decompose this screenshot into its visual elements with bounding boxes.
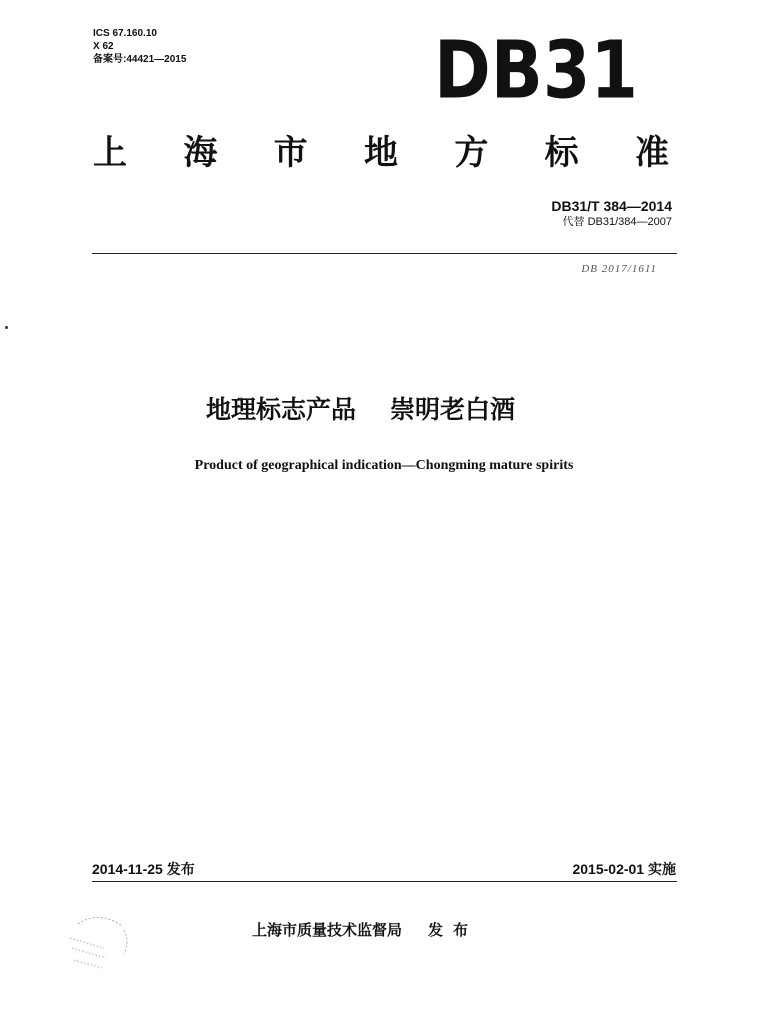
scan-speck: [5, 326, 8, 329]
title-chinese: [0, 393, 721, 427]
classification-block: [93, 27, 186, 66]
library-stamp: [64, 908, 134, 978]
title-chinese-part1: 地理标志产品: [205, 395, 356, 424]
implementation-date: 2015-02-01 实施: [572, 861, 676, 877]
title-chinese-part2: 崇明老白酒: [390, 395, 516, 424]
standard-type-char: 准: [634, 133, 669, 173]
replaces-standard: 代替 DB31/384—2007: [562, 216, 672, 228]
publisher-action: 发布: [428, 921, 479, 939]
standard-number: DB31/T 384—2014: [551, 198, 672, 214]
db31-logo: [432, 24, 640, 117]
ics-code: ICS 67.160.10: [93, 28, 157, 39]
standard-type-char: 方: [454, 133, 489, 173]
publisher-line: [252, 920, 478, 940]
issue-date: 2014-11-25 发布: [92, 861, 195, 877]
standard-type-char: 地: [363, 133, 398, 173]
standard-type-char: 海: [183, 133, 218, 173]
standard-type: [93, 131, 669, 175]
publisher-name: 上海市质量技术监督局: [252, 921, 403, 939]
footer-divider: [92, 881, 677, 882]
header-divider: [92, 253, 677, 254]
standard-type-char: 标: [544, 133, 579, 173]
handwritten-note: DB 2017/1611: [581, 263, 657, 275]
record-number: 备案号:44421—2015: [93, 54, 187, 65]
logo-text: DB31: [434, 24, 638, 117]
standard-type-char: 市: [273, 133, 308, 173]
title-english: Product of geographical indication—Chongming mature spirits: [194, 458, 574, 473]
standard-type-char: 上: [93, 133, 127, 173]
ccs-code: X 62: [93, 41, 114, 52]
